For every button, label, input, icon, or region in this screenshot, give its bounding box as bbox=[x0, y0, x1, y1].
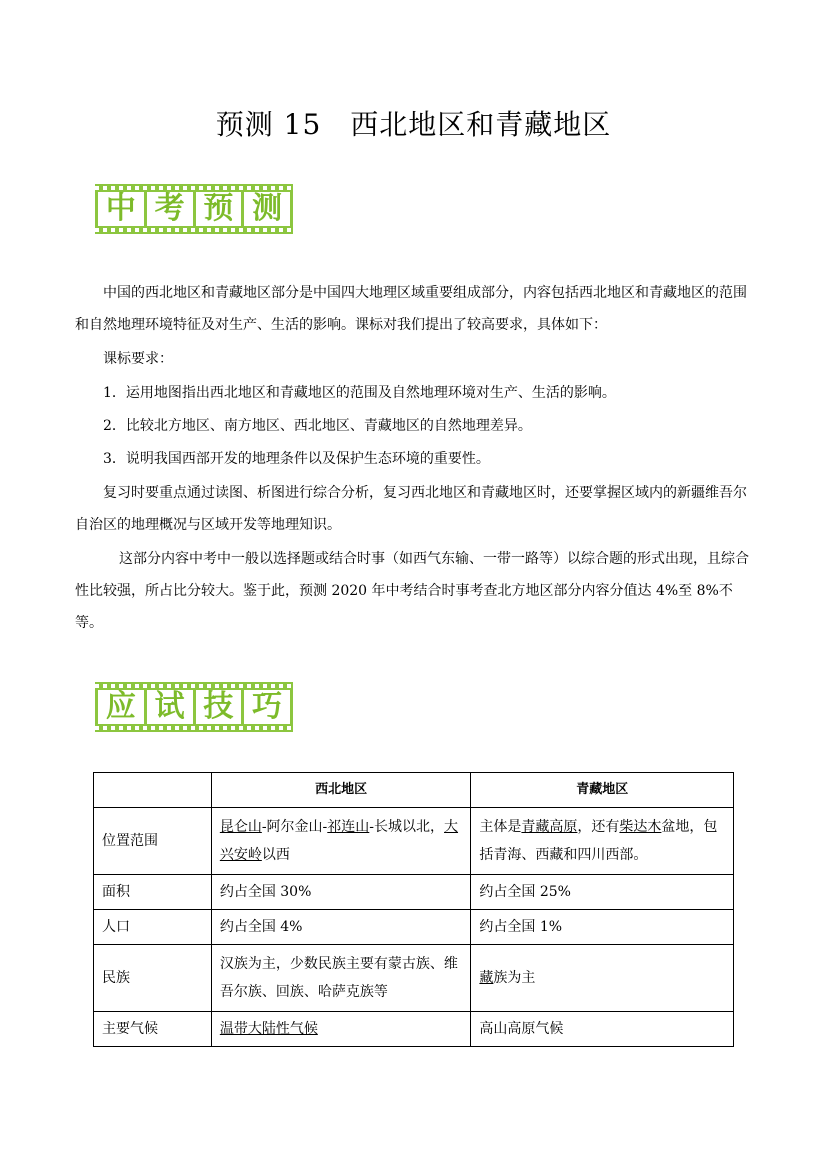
forecast-paragraph: 这部分内容中考中一般以选择题或结合时事（如西气东输、一带一路等）以综合题的形式出现，且综合性比较强，所占比分较大。鉴于此，预测 2020 年中考结合时事考查北方地区部分内容分值达 4%至 8%不等。 bbox=[75, 551, 749, 631]
cell-text: -长城以北， bbox=[369, 819, 445, 835]
row-label: 民族 bbox=[94, 945, 212, 1012]
underlined-term: 青藏高原 bbox=[521, 819, 578, 835]
requirement-item: 3．说明我国西部开发的地理条件以及保护生态环境的重要性。 bbox=[103, 451, 490, 467]
northwest-cell bbox=[211, 808, 471, 875]
cell-text: -阿尔金山- bbox=[261, 819, 328, 835]
banner-perforation bbox=[95, 228, 293, 232]
cell-text: 族为主 bbox=[493, 970, 536, 986]
cell-text: 高山高原气候 bbox=[479, 1021, 564, 1037]
banner-perforation bbox=[95, 726, 293, 730]
row-label: 人口 bbox=[94, 910, 212, 945]
cell-text: ，还有 bbox=[577, 819, 620, 835]
table-header-cell: 青藏地区 bbox=[471, 773, 734, 808]
qinghai-tibet-cell bbox=[471, 808, 734, 875]
row-label: 位置范围 bbox=[94, 808, 212, 875]
cell-text: 汉族为主，少数民族主要有蒙古族、维吾尔族、回族、哈萨克族等 bbox=[219, 956, 458, 1000]
underlined-term: 大兴安岭 bbox=[219, 819, 459, 863]
cell-text: 约占全国 4% bbox=[219, 919, 303, 935]
banner-exam-forecast bbox=[95, 184, 293, 234]
banner-char: 中 bbox=[98, 192, 144, 226]
cell-text: 约占全国 25% bbox=[479, 884, 571, 900]
table-header-row bbox=[94, 773, 734, 808]
underlined-term: 祁连山 bbox=[327, 819, 370, 835]
banner-char: 巧 bbox=[244, 690, 290, 724]
underlined-term: 昆仑山 bbox=[219, 819, 262, 835]
table-row bbox=[94, 808, 734, 875]
underlined-term: 藏 bbox=[479, 970, 494, 986]
cell-text: 盆地，包括青海、西藏和四川西部。 bbox=[479, 819, 718, 863]
qinghai-tibet-cell bbox=[471, 875, 734, 910]
cell-text: 约占全国 1% bbox=[479, 919, 563, 935]
banner-char: 应 bbox=[98, 690, 144, 724]
banner-perforation bbox=[95, 684, 293, 688]
banner-exam-tips bbox=[95, 682, 293, 732]
underlined-term: 柴达木 bbox=[619, 819, 662, 835]
table-header-cell: 西北地区 bbox=[211, 773, 471, 808]
qinghai-tibet-cell bbox=[471, 910, 734, 945]
table-row bbox=[94, 910, 734, 945]
cell-text: 以西 bbox=[261, 847, 290, 863]
requirements-heading: 课标要求： bbox=[103, 351, 173, 367]
cell-text: 约占全国 30% bbox=[219, 884, 312, 900]
table-row bbox=[94, 1012, 734, 1047]
banner-char: 技 bbox=[196, 690, 242, 724]
northwest-cell bbox=[211, 910, 471, 945]
banner-char: 预 bbox=[196, 192, 242, 226]
row-label: 面积 bbox=[94, 875, 212, 910]
northwest-cell bbox=[211, 945, 471, 1012]
table-row bbox=[94, 945, 734, 1012]
page-title: 预测 15 西北地区和青藏地区 bbox=[215, 108, 612, 141]
row-label: 主要气候 bbox=[94, 1012, 212, 1047]
review-paragraph: 复习时要重点通过读图、析图进行综合分析，复习西北地区和青藏地区时，还要掌握区域内的新疆维吾尔自治区的地理概况与区域开发等地理知识。 bbox=[75, 485, 747, 533]
banner-perforation bbox=[95, 186, 293, 190]
requirement-item: 1．运用地图指出西北地区和青藏地区的范围及自然地理环境对生产、生活的影响。 bbox=[103, 385, 616, 401]
banner-char: 试 bbox=[147, 690, 193, 724]
banner-char: 考 bbox=[147, 192, 193, 226]
intro-paragraph: 中国的西北地区和青藏地区部分是中国四大地理区域重要组成部分，内容包括西北地区和青藏地区的范围和自然地理环境特征及对生产、生活的影响。课标对我们提出了较高要求，具体如下： bbox=[75, 285, 747, 333]
northwest-cell bbox=[211, 1012, 471, 1047]
table-header-cell bbox=[94, 773, 212, 808]
northwest-cell bbox=[211, 875, 471, 910]
cell-text: 主体是 bbox=[479, 819, 522, 835]
underlined-term: 温带大陆性气候 bbox=[219, 1021, 318, 1037]
qinghai-tibet-cell bbox=[471, 1012, 734, 1047]
requirement-item: 2．比较北方地区、南方地区、西北地区、青藏地区的自然地理差异。 bbox=[103, 418, 532, 434]
comparison-table bbox=[93, 772, 734, 1047]
qinghai-tibet-cell bbox=[471, 945, 734, 1012]
table-row bbox=[94, 875, 734, 910]
banner-char: 测 bbox=[244, 192, 290, 226]
